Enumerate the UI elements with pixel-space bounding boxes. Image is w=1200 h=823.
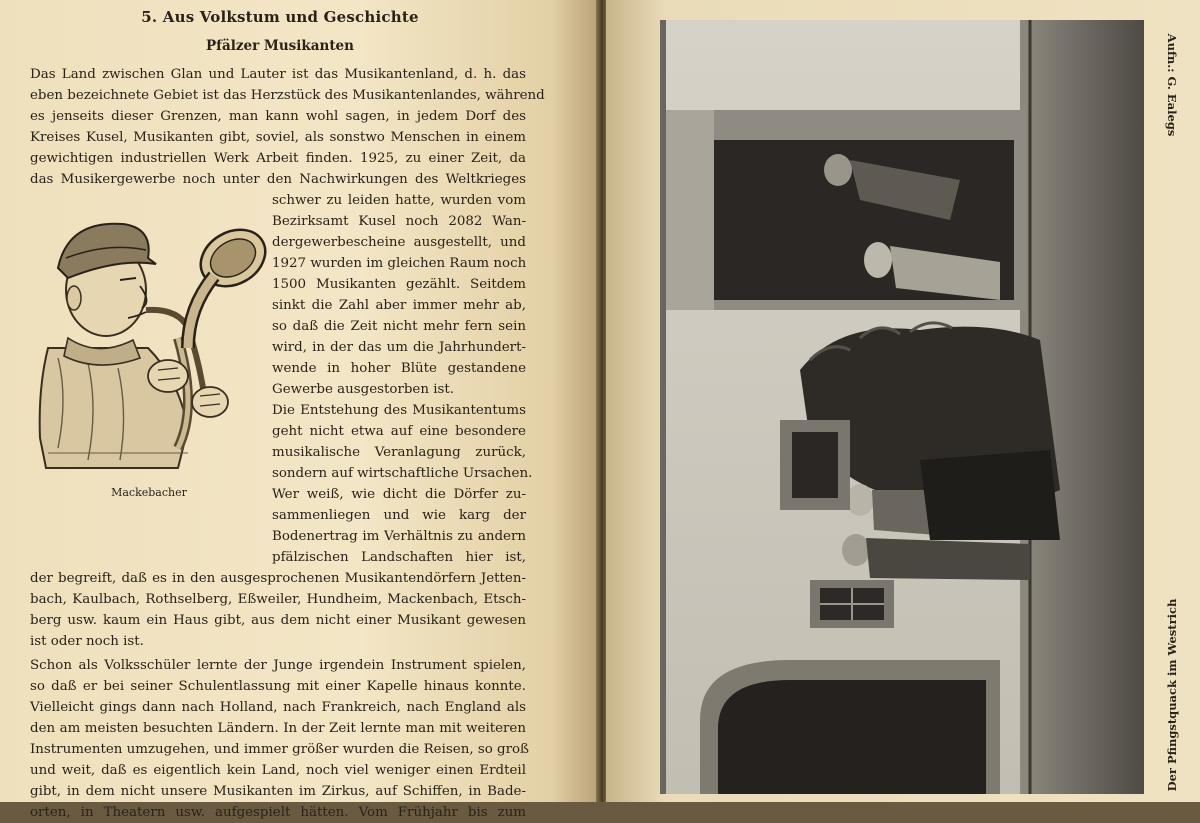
text-line: Die Entstehung des Musikantentums bbox=[272, 403, 526, 418]
text-line: sammenliegen und wie karg der bbox=[272, 508, 526, 523]
text-line: gibt, in dem nicht unsere Musikanten im Zirkus, auf Schiffen, in Bade- bbox=[30, 784, 526, 799]
text-line: sinkt die Zahl aber immer mehr ab, bbox=[272, 298, 526, 313]
text-line: Schon als Volksschüler lernte der Junge irgendein Instrument spielen, bbox=[30, 658, 526, 673]
musician-illustration bbox=[28, 198, 274, 488]
left-page bbox=[0, 0, 598, 820]
photo-credit bbox=[1152, 30, 1192, 140]
text-line: es jenseits dieser Grenzen, man kann wohl sagen, in jedem Dorf des bbox=[30, 109, 526, 124]
text-line: gewichtigen industriellen Werk Arbeit finden. 1925, zu einer Zeit, da bbox=[30, 151, 526, 166]
text-line: Bodenertrag im Verhältnis zu andern bbox=[272, 529, 526, 544]
text-line: Instrumenten umzugehen, und immer größer wurden die Reisen, so groß bbox=[30, 742, 529, 757]
text-line: berg usw. kaum ein Haus gibt, aus dem nicht einer Musikant gewesen bbox=[30, 613, 526, 628]
text-line: ist oder noch ist. bbox=[30, 634, 144, 649]
text-line: den am meisten besuchten Ländern. In der Zeit lernte man mit weiteren bbox=[30, 721, 526, 736]
text-line: musikalische Veranlagung zurück, bbox=[272, 445, 526, 460]
text-line: Vielleicht gings dann nach Holland, nach Frankreich, nach England als bbox=[30, 700, 526, 715]
text-line: wird, in der das um die Jahrhundert- bbox=[272, 340, 526, 355]
text-line: der begreift, daß es in den ausgesprochenen Musikantendörfern Jetten- bbox=[30, 571, 526, 586]
procession-photograph bbox=[660, 20, 1144, 794]
right-page bbox=[606, 0, 1200, 802]
text-line: Gewerbe ausgestorben ist. bbox=[272, 382, 455, 397]
text-line: Bezirksamt Kusel noch 2082 Wan- bbox=[272, 214, 526, 229]
text-line: Kreises Kusel, Musikanten gibt, soviel, als sonstwo Menschen in einem bbox=[30, 130, 526, 145]
text-line: so daß er bei seiner Schulentlassung mit einer Kapelle hinaus konnte. bbox=[30, 679, 526, 694]
text-line: so daß die Zeit nicht mehr fern sein bbox=[272, 319, 526, 334]
section-title: 5. Aus Volkstum und Geschichte bbox=[141, 8, 419, 26]
text-line: geht nicht etwa auf eine besondere bbox=[272, 424, 526, 439]
photo-credit-text: Aufn.: G. Ealegs bbox=[1165, 33, 1179, 137]
photo-caption-text: Der Pfingstquack im Westrich bbox=[1165, 598, 1179, 792]
text-line: Das Land zwischen Glan und Lauter ist das Musikantenland, d. h. das bbox=[30, 67, 526, 82]
text-line: schwer zu leiden hatte, wurden vom bbox=[272, 193, 526, 208]
text-line: wende in hoher Blüte gestandene bbox=[272, 361, 526, 376]
illustration-caption: Mackebacher bbox=[111, 486, 187, 499]
article-title: Pfälzer Musikanten bbox=[206, 38, 354, 54]
photo-caption bbox=[1152, 600, 1192, 790]
text-line: eben bezeichnete Gebiet ist das Herzstück des Musikantenlandes, während bbox=[30, 88, 545, 103]
text-line: dergewerbescheine ausgestellt, und bbox=[272, 235, 526, 250]
text-line: 1927 wurden im gleichen Raum noch bbox=[272, 256, 527, 271]
text-line: das Musikergewerbe noch unter den Nachwirkungen des Weltkrieges bbox=[30, 172, 526, 187]
text-line: bach, Kaulbach, Rothselberg, Eßweiler, Hundheim, Mackenbach, Etsch- bbox=[30, 592, 526, 607]
text-line: pfälzischen Landschaften hier ist, bbox=[272, 550, 526, 565]
text-line: orten, in Theatern usw. aufgespielt hätten. Vom Frühjahr bis zum bbox=[30, 805, 526, 820]
text-line: und weit, daß es eigentlich kein Land, noch viel weniger einen Erdteil bbox=[30, 763, 526, 778]
text-line: 1500 Musikanten gezählt. Seitdem bbox=[272, 277, 526, 292]
text-line: sondern auf wirtschaftliche Ursachen. bbox=[272, 466, 533, 481]
text-line: Wer weiß, wie dicht die Dörfer zu- bbox=[272, 487, 526, 502]
